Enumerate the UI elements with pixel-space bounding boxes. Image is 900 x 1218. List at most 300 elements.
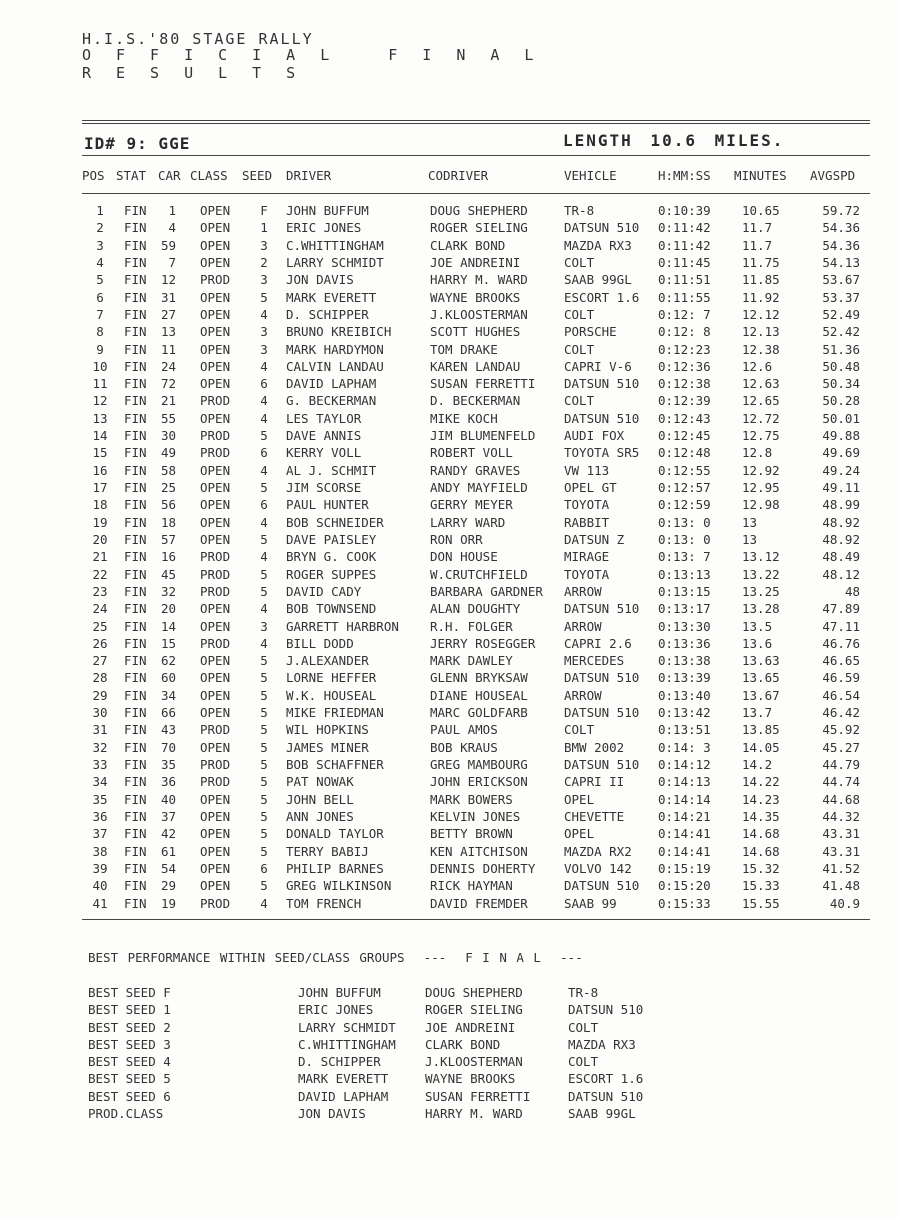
cell-seed: 4 bbox=[260, 895, 268, 911]
cell-codriver: GREG MAMBOURG bbox=[430, 757, 528, 772]
cell-minutes: 13.5 bbox=[742, 618, 773, 634]
cell-time: 0:15:19 bbox=[658, 860, 711, 876]
cell-driver: C.WHITTINGHAM bbox=[286, 237, 384, 253]
cell-stat: FIN bbox=[124, 705, 147, 721]
cell-avg: 41.48 bbox=[822, 878, 860, 894]
table-row bbox=[82, 878, 872, 895]
cell-avg: 59.72 bbox=[822, 203, 860, 218]
cell-time: 0:14:41 bbox=[658, 826, 711, 842]
cell-class: OPEN bbox=[200, 860, 231, 876]
cell-pos: 12 bbox=[92, 393, 108, 409]
table-row bbox=[82, 290, 872, 307]
cell-seed: 1 bbox=[260, 220, 268, 236]
cell-codriver: BARBARA GARDNER bbox=[430, 583, 543, 599]
cell-driver: JOHN BELL bbox=[286, 791, 354, 807]
cell-seed: 4 bbox=[260, 410, 268, 426]
best-row bbox=[88, 985, 788, 1002]
event-title: H.I.S.'80 STAGE RALLY bbox=[82, 30, 314, 48]
cell-time: 0:13:13 bbox=[658, 566, 711, 582]
cell-stat: FIN bbox=[124, 808, 147, 824]
cell-driver: PHILIP BARNES bbox=[286, 860, 384, 876]
cell-driver: JIM SCORSE bbox=[286, 480, 362, 495]
cell-time: 0:12:57 bbox=[658, 480, 711, 495]
cell-minutes: 11.7 bbox=[742, 237, 773, 253]
cell-codriver: DIANE HOUSEAL bbox=[430, 687, 528, 703]
cell-driver: ERIC JONES bbox=[286, 220, 362, 236]
cell-stat: FIN bbox=[124, 254, 147, 270]
cell-driver: JAMES MINER bbox=[286, 739, 369, 755]
cell-seed: 4 bbox=[260, 306, 268, 322]
best-row bbox=[88, 1054, 788, 1071]
cell-seed: 4 bbox=[260, 358, 268, 374]
cell-car: 14 bbox=[160, 618, 176, 634]
cell-class: PROD bbox=[200, 774, 231, 790]
cell-class: OPEN bbox=[200, 705, 231, 721]
cell-class: OPEN bbox=[200, 687, 231, 703]
cell-driver: KERRY VOLL bbox=[286, 445, 362, 461]
cell-minutes: 11.75 bbox=[742, 254, 780, 270]
cell-codriver: KAREN LANDAU bbox=[430, 358, 521, 374]
cell-stat: FIN bbox=[124, 757, 147, 772]
cell-codriver: RANDY GRAVES bbox=[430, 462, 521, 478]
best-performance-title: BEST PERFORMANCE WITHIN SEED/CLASS GROUPS --- F I N A L --- bbox=[88, 950, 583, 965]
cell-avg: 51.36 bbox=[822, 341, 860, 357]
cell-car: 58 bbox=[160, 462, 176, 478]
table-row bbox=[82, 411, 872, 428]
cell-driver: ROGER SUPPES bbox=[286, 566, 377, 582]
cell-pos: 20 bbox=[92, 531, 108, 547]
cell-minutes: 14.05 bbox=[742, 739, 780, 755]
cell-vehicle: DATSUN 510 bbox=[564, 705, 640, 721]
cell-codriver: D. BECKERMAN bbox=[430, 393, 521, 409]
table-row bbox=[82, 342, 872, 359]
best-vehicle: TR-8 bbox=[568, 985, 599, 1000]
cell-stat: FIN bbox=[124, 445, 147, 461]
cell-avg: 50.01 bbox=[822, 410, 860, 426]
cell-seed: 3 bbox=[260, 341, 268, 357]
table-row bbox=[82, 722, 872, 739]
cell-minutes: 14.68 bbox=[742, 826, 780, 842]
cell-codriver: JOHN ERICKSON bbox=[430, 774, 528, 790]
cell-driver: TOM FRENCH bbox=[286, 895, 362, 911]
cell-class: OPEN bbox=[200, 324, 231, 340]
best-codriver: JOE ANDREINI bbox=[425, 1019, 516, 1035]
cell-driver: TERRY BABIJ bbox=[286, 843, 369, 859]
cell-avg: 47.11 bbox=[822, 618, 860, 634]
cell-vehicle: COLT bbox=[564, 393, 595, 409]
cell-class: PROD bbox=[200, 566, 231, 582]
cell-avg: 46.76 bbox=[822, 635, 860, 651]
cell-codriver: ANDY MAYFIELD bbox=[430, 480, 528, 495]
cell-class: PROD bbox=[200, 635, 231, 651]
best-codriver: CLARK BOND bbox=[425, 1036, 501, 1052]
cell-minutes: 12.8 bbox=[742, 445, 773, 461]
cell-minutes: 13.6 bbox=[742, 635, 773, 651]
cell-avg: 49.24 bbox=[822, 462, 860, 478]
cell-time: 0:12:23 bbox=[658, 341, 711, 357]
cell-pos: 2 bbox=[96, 220, 104, 236]
cell-seed: 5 bbox=[260, 583, 268, 599]
cell-avg: 50.34 bbox=[822, 376, 860, 392]
cell-pos: 39 bbox=[92, 860, 108, 876]
cell-minutes: 13.25 bbox=[742, 583, 780, 599]
cell-seed: 4 bbox=[260, 549, 268, 565]
cell-seed: 5 bbox=[260, 480, 268, 495]
cell-seed: 2 bbox=[260, 254, 268, 270]
best-codriver: J.KLOOSTERMAN bbox=[425, 1054, 523, 1070]
cell-class: PROD bbox=[200, 583, 231, 599]
cell-car: 59 bbox=[160, 237, 176, 253]
cell-driver: ANN JONES bbox=[286, 808, 354, 824]
cell-seed: 5 bbox=[260, 808, 268, 824]
best-label: BEST SEED 2 bbox=[88, 1019, 171, 1035]
cell-class: OPEN bbox=[200, 237, 231, 253]
cell-stat: FIN bbox=[124, 878, 147, 894]
cell-avg: 48.49 bbox=[822, 549, 860, 565]
cell-driver: LARRY SCHMIDT bbox=[286, 254, 384, 270]
top-rule bbox=[82, 120, 870, 121]
cell-minutes: 13.63 bbox=[742, 653, 780, 669]
cell-car: 70 bbox=[160, 739, 176, 755]
cell-vehicle: PORSCHE bbox=[564, 324, 617, 340]
cell-seed: 5 bbox=[260, 531, 268, 547]
cell-seed: 5 bbox=[260, 774, 268, 790]
cell-minutes: 12.95 bbox=[742, 480, 780, 495]
best-driver: JOHN BUFFUM bbox=[298, 985, 381, 1000]
table-row bbox=[82, 324, 872, 341]
cell-class: OPEN bbox=[200, 306, 231, 322]
cell-vehicle: COLT bbox=[564, 254, 595, 270]
cell-car: 45 bbox=[160, 566, 176, 582]
cell-class: PROD bbox=[200, 757, 231, 772]
cell-vehicle: TOYOTA SR5 bbox=[564, 445, 640, 461]
table-row bbox=[82, 376, 872, 393]
columns-rule bbox=[82, 193, 870, 194]
cell-minutes: 11.85 bbox=[742, 272, 780, 288]
cell-pos: 18 bbox=[92, 497, 108, 513]
best-codriver: ROGER SIELING bbox=[425, 1002, 523, 1018]
col-stat: STAT bbox=[116, 168, 147, 183]
cell-codriver: ROBERT VOLL bbox=[430, 445, 513, 461]
cell-pos: 14 bbox=[92, 428, 108, 444]
cell-class: OPEN bbox=[200, 462, 231, 478]
cell-time: 0:14: 3 bbox=[658, 739, 711, 755]
cell-car: 66 bbox=[160, 705, 176, 721]
cell-class: OPEN bbox=[200, 341, 231, 357]
cell-minutes: 12.72 bbox=[742, 410, 780, 426]
cell-seed: 4 bbox=[260, 393, 268, 409]
cell-avg: 50.28 bbox=[822, 393, 860, 409]
cell-time: 0:12: 8 bbox=[658, 324, 711, 340]
cell-vehicle: SAAB 99GL bbox=[564, 272, 632, 288]
cell-seed: 5 bbox=[260, 428, 268, 444]
cell-driver: BILL DODD bbox=[286, 635, 354, 651]
cell-pos: 17 bbox=[92, 480, 108, 495]
cell-time: 0:11:51 bbox=[658, 272, 711, 288]
cell-avg: 46.42 bbox=[822, 705, 860, 721]
cell-codriver: DON HOUSE bbox=[430, 549, 498, 565]
cell-class: OPEN bbox=[200, 808, 231, 824]
cell-seed: 5 bbox=[260, 289, 268, 305]
table-row bbox=[82, 515, 872, 532]
cell-seed: 5 bbox=[260, 843, 268, 859]
col-avgspd: AVGSPD bbox=[810, 168, 856, 183]
cell-avg: 48.92 bbox=[822, 514, 860, 530]
col-pos: POS bbox=[82, 168, 105, 183]
table-row bbox=[82, 567, 872, 584]
cell-stat: FIN bbox=[124, 462, 147, 478]
cell-codriver: CLARK BOND bbox=[430, 237, 506, 253]
cell-pos: 16 bbox=[92, 462, 108, 478]
cell-stat: FIN bbox=[124, 514, 147, 530]
cell-avg: 44.79 bbox=[822, 757, 860, 772]
table-row bbox=[82, 238, 872, 255]
col-hms: H:MM:SS bbox=[658, 168, 711, 183]
cell-pos: 40 bbox=[92, 878, 108, 894]
cell-stat: FIN bbox=[124, 601, 147, 617]
cell-stat: FIN bbox=[124, 687, 147, 703]
cell-class: OPEN bbox=[200, 358, 231, 374]
cell-vehicle: RABBIT bbox=[564, 514, 610, 530]
bottom-rule bbox=[82, 919, 870, 920]
best-driver: D. SCHIPPER bbox=[298, 1054, 381, 1070]
table-row bbox=[82, 272, 872, 289]
cell-vehicle: TOYOTA bbox=[564, 497, 610, 513]
cell-class: OPEN bbox=[200, 791, 231, 807]
cell-avg: 47.89 bbox=[822, 601, 860, 617]
cell-car: 18 bbox=[160, 514, 176, 530]
cell-time: 0:12: 7 bbox=[658, 306, 711, 322]
table-row bbox=[82, 584, 872, 601]
cell-driver: G. BECKERMAN bbox=[286, 393, 377, 409]
cell-driver: MARK HARDYMON bbox=[286, 341, 384, 357]
cell-time: 0:11:42 bbox=[658, 220, 711, 236]
cell-car: 27 bbox=[160, 306, 176, 322]
cell-minutes: 13.67 bbox=[742, 687, 780, 703]
table-row bbox=[82, 774, 872, 791]
table-row bbox=[82, 653, 872, 670]
cell-pos: 32 bbox=[92, 739, 108, 755]
cell-time: 0:15:20 bbox=[658, 878, 711, 894]
cell-vehicle: COLT bbox=[564, 722, 595, 738]
cell-avg: 54.36 bbox=[822, 220, 860, 236]
cell-seed: 6 bbox=[260, 860, 268, 876]
cell-avg: 54.36 bbox=[822, 237, 860, 253]
table-row bbox=[82, 359, 872, 376]
table-row bbox=[82, 480, 872, 497]
cell-stat: FIN bbox=[124, 376, 147, 392]
cell-avg: 48.99 bbox=[822, 497, 860, 513]
cell-codriver: TOM DRAKE bbox=[430, 341, 498, 357]
cell-minutes: 12.98 bbox=[742, 497, 780, 513]
cell-car: 72 bbox=[160, 376, 176, 392]
cell-class: OPEN bbox=[200, 376, 231, 392]
cell-driver: BOB SCHNEIDER bbox=[286, 514, 384, 530]
best-driver: DAVID LAPHAM bbox=[298, 1088, 389, 1104]
cell-time: 0:14:21 bbox=[658, 808, 711, 824]
cell-seed: 5 bbox=[260, 705, 268, 721]
cell-avg: 46.54 bbox=[822, 687, 860, 703]
cell-car: 24 bbox=[160, 358, 176, 374]
cell-codriver: RICK HAYMAN bbox=[430, 878, 513, 894]
cell-minutes: 12.38 bbox=[742, 341, 780, 357]
cell-seed: 5 bbox=[260, 687, 268, 703]
cell-class: PROD bbox=[200, 445, 231, 461]
results-banner: RESULTS bbox=[82, 64, 321, 82]
cell-vehicle: MERCEDES bbox=[564, 653, 625, 669]
cell-vehicle: VOLVO 142 bbox=[564, 860, 632, 876]
cell-vehicle: CHEVETTE bbox=[564, 808, 625, 824]
cell-car: 57 bbox=[160, 531, 176, 547]
best-row bbox=[88, 1071, 788, 1088]
cell-seed: F bbox=[260, 203, 268, 218]
best-label: BEST SEED 4 bbox=[88, 1054, 171, 1070]
cell-stat: FIN bbox=[124, 549, 147, 565]
cell-class: OPEN bbox=[200, 670, 231, 686]
cell-vehicle: AUDI FOX bbox=[564, 428, 625, 444]
table-row bbox=[82, 445, 872, 462]
cell-avg: 44.68 bbox=[822, 791, 860, 807]
cell-time: 0:15:33 bbox=[658, 895, 711, 911]
cell-stat: FIN bbox=[124, 203, 147, 218]
cell-driver: MARK EVERETT bbox=[286, 289, 377, 305]
table-row bbox=[82, 549, 872, 566]
cell-avg: 48.12 bbox=[822, 566, 860, 582]
cell-class: PROD bbox=[200, 722, 231, 738]
cell-pos: 9 bbox=[96, 341, 104, 357]
cell-driver: J.ALEXANDER bbox=[286, 653, 369, 669]
cell-seed: 3 bbox=[260, 272, 268, 288]
cell-car: 1 bbox=[168, 203, 176, 218]
best-codriver: SUSAN FERRETTI bbox=[425, 1088, 531, 1104]
cell-avg: 49.11 bbox=[822, 480, 860, 495]
cell-pos: 24 bbox=[92, 601, 108, 617]
cell-car: 19 bbox=[160, 895, 176, 911]
cell-class: OPEN bbox=[200, 514, 231, 530]
col-class: CLASS bbox=[190, 168, 228, 183]
cell-driver: DAVID LAPHAM bbox=[286, 376, 377, 392]
cell-seed: 5 bbox=[260, 878, 268, 894]
cell-time: 0:12:45 bbox=[658, 428, 711, 444]
cell-driver: DONALD TAYLOR bbox=[286, 826, 384, 842]
table-row bbox=[82, 220, 872, 237]
cell-driver: BOB SCHAFFNER bbox=[286, 757, 384, 772]
cell-stat: FIN bbox=[124, 635, 147, 651]
cell-driver: WIL HOPKINS bbox=[286, 722, 369, 738]
cell-stat: FIN bbox=[124, 791, 147, 807]
cell-seed: 5 bbox=[260, 739, 268, 755]
cell-car: 61 bbox=[160, 843, 176, 859]
cell-seed: 6 bbox=[260, 376, 268, 392]
cell-codriver: KEN AITCHISON bbox=[430, 843, 528, 859]
table-row bbox=[82, 203, 872, 220]
cell-car: 4 bbox=[168, 220, 176, 236]
cell-vehicle: COLT bbox=[564, 341, 595, 357]
cell-class: OPEN bbox=[200, 878, 231, 894]
cell-avg: 46.65 bbox=[822, 653, 860, 669]
official-final-banner: OFFICIAL FINAL bbox=[82, 46, 559, 64]
cell-time: 0:14:14 bbox=[658, 791, 711, 807]
table-row bbox=[82, 532, 872, 549]
cell-pos: 33 bbox=[92, 757, 108, 772]
cell-driver: JOHN BUFFUM bbox=[286, 203, 369, 218]
best-row bbox=[88, 1106, 788, 1123]
best-row bbox=[88, 1002, 788, 1019]
cell-vehicle: COLT bbox=[564, 306, 595, 322]
cell-minutes: 12.13 bbox=[742, 324, 780, 340]
cell-avg: 44.32 bbox=[822, 808, 860, 824]
cell-driver: LES TAYLOR bbox=[286, 410, 362, 426]
cell-class: OPEN bbox=[200, 531, 231, 547]
cell-driver: LORNE HEFFER bbox=[286, 670, 377, 686]
cell-pos: 13 bbox=[92, 410, 108, 426]
cell-avg: 43.31 bbox=[822, 826, 860, 842]
cell-pos: 28 bbox=[92, 670, 108, 686]
best-label: BEST SEED F bbox=[88, 985, 171, 1000]
cell-car: 32 bbox=[160, 583, 176, 599]
cell-car: 49 bbox=[160, 445, 176, 461]
best-driver: LARRY SCHMIDT bbox=[298, 1019, 396, 1035]
cell-seed: 4 bbox=[260, 462, 268, 478]
cell-codriver: BOB KRAUS bbox=[430, 739, 498, 755]
best-label: BEST SEED 6 bbox=[88, 1088, 171, 1104]
cell-car: 20 bbox=[160, 601, 176, 617]
cell-driver: GARRETT HARBRON bbox=[286, 618, 399, 634]
table-row bbox=[82, 636, 872, 653]
cell-minutes: 12.12 bbox=[742, 306, 780, 322]
cell-vehicle: CAPRI 2.6 bbox=[564, 635, 632, 651]
table-row bbox=[82, 705, 872, 722]
cell-codriver: KELVIN JONES bbox=[430, 808, 521, 824]
cell-class: OPEN bbox=[200, 653, 231, 669]
cell-class: OPEN bbox=[200, 410, 231, 426]
table-row bbox=[82, 688, 872, 705]
cell-avg: 44.74 bbox=[822, 774, 860, 790]
cell-vehicle: ARROW bbox=[564, 618, 602, 634]
cell-vehicle: DATSUN 510 bbox=[564, 410, 640, 426]
cell-driver: DAVE ANNIS bbox=[286, 428, 362, 444]
cell-stat: FIN bbox=[124, 393, 147, 409]
cell-class: OPEN bbox=[200, 618, 231, 634]
cell-car: 42 bbox=[160, 826, 176, 842]
header-rule bbox=[82, 155, 870, 156]
cell-pos: 5 bbox=[96, 272, 104, 288]
table-row bbox=[82, 740, 872, 757]
cell-minutes: 14.2 bbox=[742, 757, 773, 772]
cell-vehicle: SAAB 99 bbox=[564, 895, 617, 911]
cell-pos: 1 bbox=[96, 203, 104, 218]
cell-codriver: SUSAN FERRETTI bbox=[430, 376, 536, 392]
cell-stat: FIN bbox=[124, 480, 147, 495]
cell-time: 0:13: 7 bbox=[658, 549, 711, 565]
cell-minutes: 13.85 bbox=[742, 722, 780, 738]
cell-codriver: ALAN DOUGHTY bbox=[430, 601, 521, 617]
table-row bbox=[82, 844, 872, 861]
cell-vehicle: VW 113 bbox=[564, 462, 610, 478]
table-row bbox=[82, 861, 872, 878]
cell-avg: 48 bbox=[844, 583, 860, 599]
best-driver: MARK EVERETT bbox=[298, 1071, 389, 1087]
cell-codriver: DOUG SHEPHERD bbox=[430, 203, 528, 218]
cell-pos: 21 bbox=[92, 549, 108, 565]
cell-minutes: 14.35 bbox=[742, 808, 780, 824]
table-row bbox=[82, 307, 872, 324]
cell-class: PROD bbox=[200, 272, 231, 288]
cell-vehicle: TR-8 bbox=[564, 203, 595, 218]
cell-seed: 5 bbox=[260, 826, 268, 842]
cell-vehicle: DATSUN 510 bbox=[564, 601, 640, 617]
cell-codriver: SCOTT HUGHES bbox=[430, 324, 521, 340]
